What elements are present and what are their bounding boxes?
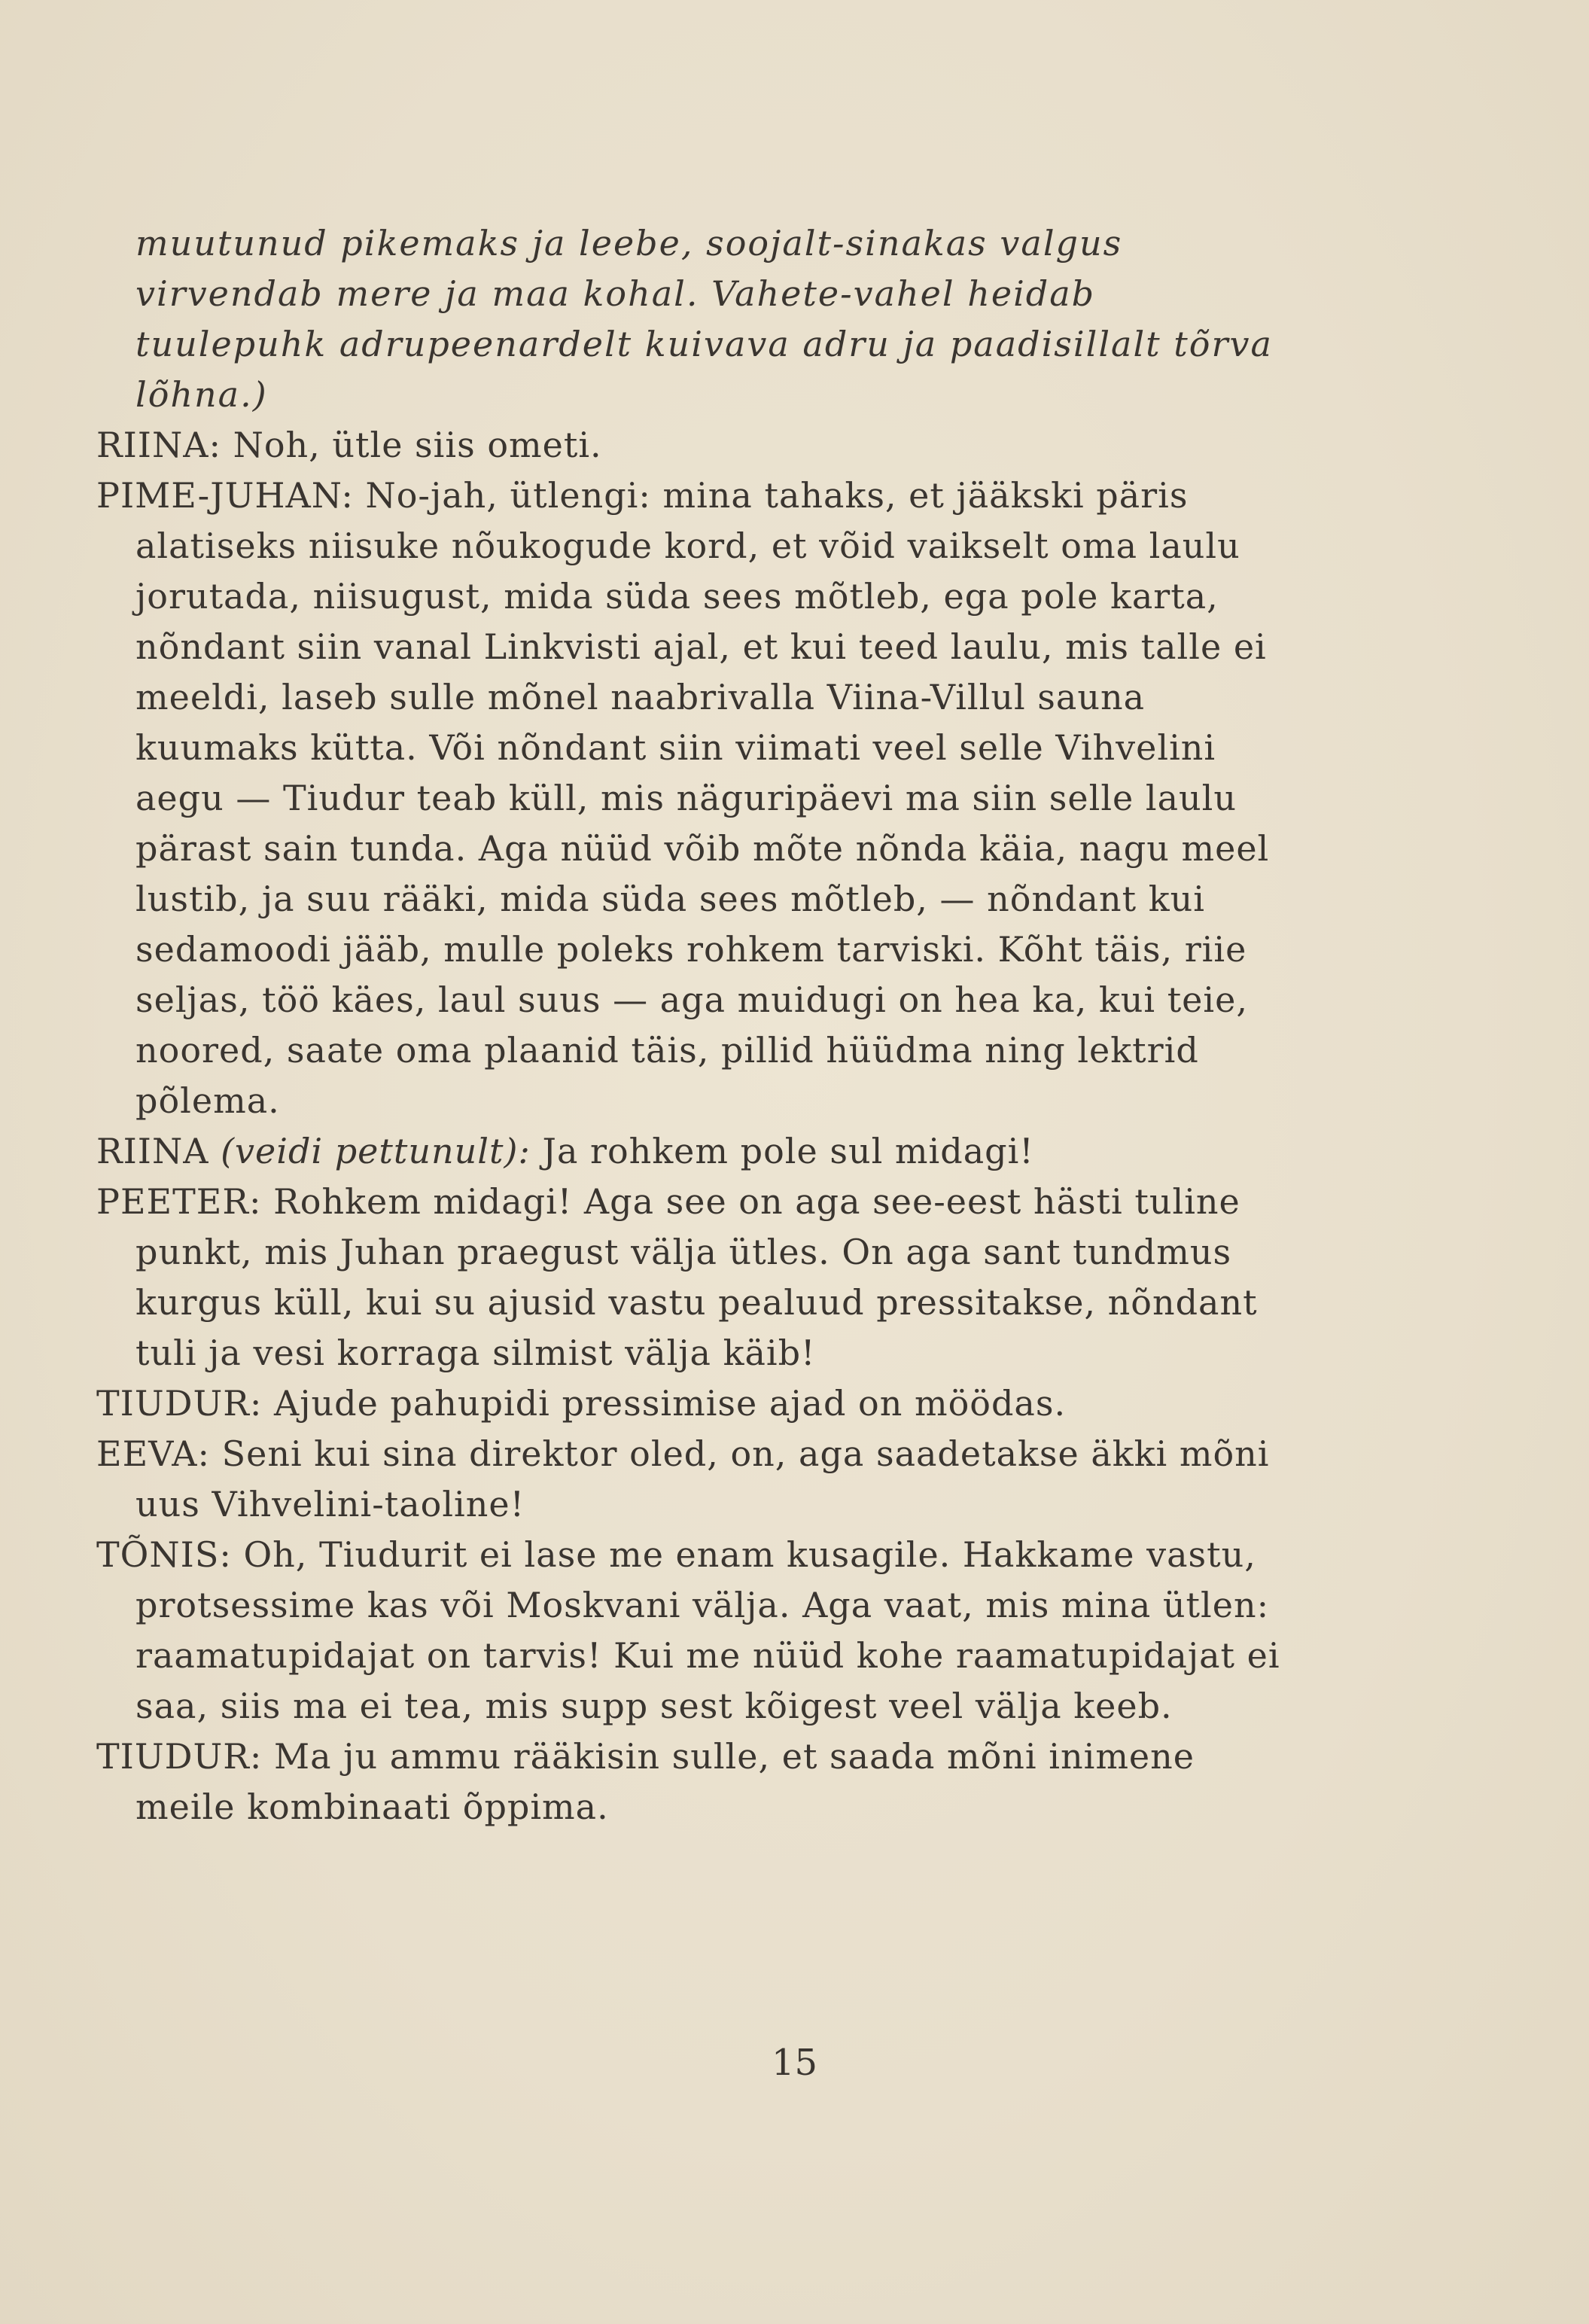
speaker-name: TIUDUR: xyxy=(96,1736,263,1777)
speech-line xyxy=(96,1378,1286,1429)
speaker-direction: (veidi pettunult): xyxy=(221,1131,531,1171)
speech-line xyxy=(96,420,1286,471)
speaker-name: TIUDUR: xyxy=(96,1383,263,1424)
stage-direction: muutunud pikemaks ja leebe, soojalt-sinakas valgus virvendab mere ja maa kohal. Vahete-vahel heidab tuulepuhk adrupeenardelt kuivava adru ja paadisillalt tõrva lõhna.) xyxy=(135,223,1273,415)
speech-text: Rohkem midagi! Aga see on aga see-eest hästi tuline punkt, mis Juhan praegust välja ütles. On aga sant tundmus kurgus küll, kui su ajusid vastu pealuud pressitakse, nõndant tuli ja vesi korraga silmist välja käib! xyxy=(135,1181,1258,1373)
speech-text: Ja rohkem pole sul midagi! xyxy=(542,1131,1034,1171)
speech-text: Ma ju ammu rääkisin sulle, et saada mõni inimene meile kombinaati õppima. xyxy=(135,1736,1195,1827)
speech-text: Oh, Tiudurit ei lase me enam kusagile. Hakkame vastu, protsessime kas või Moskvani välja. Aga vaat, mis mina ütlen: raamatupidajat on tarvis! Kui me nüüd kohe raamatupidajat ei saa, siis ma ei tea, mis supp sest kõigest veel välja keeb. xyxy=(135,1534,1280,1726)
speaker-name: TÕNIS: xyxy=(96,1534,232,1575)
speech-line xyxy=(96,1126,1286,1177)
speech-line xyxy=(96,1177,1286,1378)
speech-line xyxy=(96,1429,1286,1530)
speaker-name: EEVA: xyxy=(96,1433,210,1474)
speech-line xyxy=(96,471,1286,1126)
speaker-name: RIINA: xyxy=(96,425,221,465)
page-number: 15 xyxy=(771,2042,818,2084)
speaker-name: PEETER: xyxy=(96,1181,262,1222)
speech-text: Seni kui sina direktor oled, on, aga saadetakse äkki mõni uus Vihvelini-taoline! xyxy=(135,1433,1270,1524)
speech-text: Ajude pahupidi pressimise ajad on möödas. xyxy=(274,1383,1067,1424)
play-text xyxy=(96,218,1286,1832)
speech-line xyxy=(96,1732,1286,1832)
speech-text: Noh, ütle siis ometi. xyxy=(233,425,602,465)
speaker-name: RIINA xyxy=(96,1131,209,1171)
speech-line xyxy=(96,1530,1286,1732)
speech-text: No-jah, ütlengi: mina tahaks, et jääkski päris alatiseks niisuke nõukogude kord, et võid vaikselt oma laulu jorutada, niisugust, mida süda sees mõtleb, ega pole karta, nõndant siin vanal Linkvisti ajal, et kui teed laulu, mis talle ei meeldi, laseb sulle mõnel naabrivalla Viina-Villul sauna kuumaks kütta. Või nõndant siin viimati veel selle Vihvelini aegu — Tiudur teab küll, mis näguripäevi ma siin selle laulu pärast sain tunda. Aga nüüd võib mõte nõnda käia, nagu meel lustib, ja suu rääki, mida süda sees mõtleb, — nõndant kui sedamoodi jääb, mulle poleks rohkem tarviski. Kõht täis, riie seljas, töö käes, laul suus — aga muidugi on hea ka, kui teie, noored, saate oma plaanid täis, pillid hüüdma ning lektrid põlema. xyxy=(135,475,1270,1121)
speaker-name: PIME-JUHAN: xyxy=(96,475,354,516)
